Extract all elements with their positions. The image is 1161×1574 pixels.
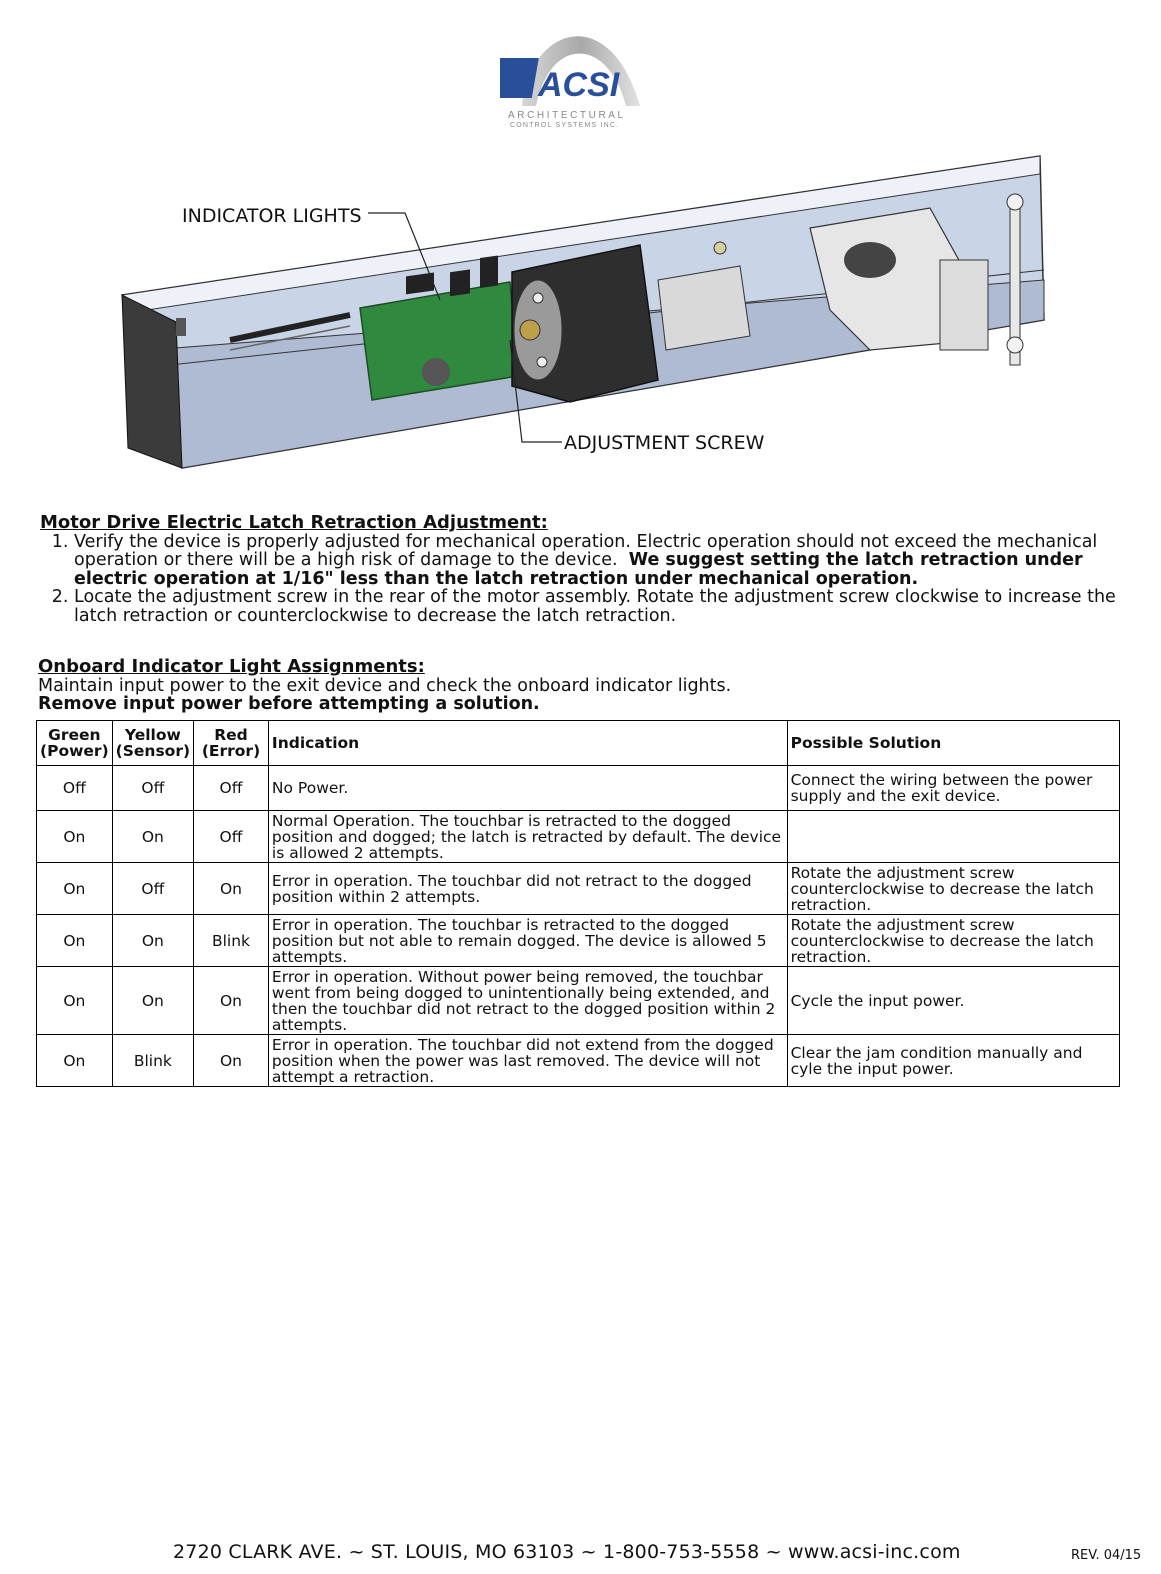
indicator-intro: Maintain input power to the exit device and check the onboard indicator lights.	[38, 675, 732, 696]
cell-red: Off	[194, 766, 269, 811]
table-row	[37, 766, 1120, 811]
header-yellow: Yellow (Sensor)	[112, 721, 193, 766]
cell-green: On	[37, 1035, 113, 1087]
step-1	[74, 533, 1128, 589]
cell-indication: Error in operation. Without power being removed, the touchbar went from being dogged to unintentionally being extended, and then the touchbar did not retract to the dogged position within 2 attempts.	[268, 967, 787, 1035]
table-row	[37, 811, 1120, 863]
adjustment-steps	[38, 533, 1128, 626]
cell-green: On	[37, 863, 113, 915]
cell-indication: No Power.	[268, 766, 787, 811]
cell-red: On	[194, 1035, 269, 1087]
indicator-table	[36, 720, 1120, 1087]
logo-brand: ACSI	[538, 66, 620, 104]
cell-red: Off	[194, 811, 269, 863]
step-1-text: Verify the device is properly adjusted for mechanical operation. Electric operation should not exceed the mechanical operation or there will be a high risk of damage to the device.	[74, 531, 1098, 570]
cell-solution	[787, 811, 1119, 863]
logo-line1: ARCHITECTURAL	[508, 110, 626, 121]
header-solution: Possible Solution	[787, 721, 1119, 766]
cell-solution: Cycle the input power.	[787, 967, 1119, 1035]
cell-yellow: Blink	[112, 1035, 193, 1087]
cell-solution: Rotate the adjustment screw counterclockwise to decrease the latch retraction.	[787, 863, 1119, 915]
cell-yellow: On	[112, 967, 193, 1035]
table-row	[37, 863, 1120, 915]
cell-indication: Error in operation. The touchbar did not extend from the dogged position when the power was last removed. The device will not attempt a retraction.	[268, 1035, 787, 1087]
cell-green: On	[37, 967, 113, 1035]
cell-red: On	[194, 863, 269, 915]
cell-red: On	[194, 967, 269, 1035]
company-logo	[500, 6, 660, 130]
indicator-section	[38, 658, 1128, 714]
indicator-heading: Onboard Indicator Light Assignments:	[38, 656, 425, 677]
step-2	[74, 588, 1128, 625]
cell-indication: Error in operation. The touchbar is retracted to the dogged position but not able to remain dogged. The device is allowed 5 attempts.	[268, 915, 787, 967]
cell-red: Blink	[194, 915, 269, 967]
cell-indication: Normal Operation. The touchbar is retracted to the dogged position and dogged; the latch is retracted by default. The device is allowed 2 attempts.	[268, 811, 787, 863]
cell-yellow: Off	[112, 766, 193, 811]
cell-solution: Rotate the adjustment screw counterclockwise to decrease the latch retraction.	[787, 915, 1119, 967]
header-green: Green (Power)	[37, 721, 113, 766]
header-red: Red (Error)	[194, 721, 269, 766]
table-row	[37, 915, 1120, 967]
logo-line2: CONTROL SYSTEMS INC.	[510, 122, 620, 129]
table-row	[37, 967, 1120, 1035]
cell-indication: Error in operation. The touchbar did not retract to the dogged position within 2 attempts.	[268, 863, 787, 915]
header-indication: Indication	[268, 721, 787, 766]
cell-yellow: On	[112, 915, 193, 967]
adjustment-section	[38, 514, 1128, 625]
cell-green: On	[37, 811, 113, 863]
cell-yellow: On	[112, 811, 193, 863]
acsi-arch-logo-icon	[500, 6, 660, 130]
step-2-text: Locate the adjustment screw in the rear of the motor assembly. Rotate the adjustment screw clockwise to increase the latch retraction or counterclockwise to decrease the latch retraction.	[74, 587, 1116, 626]
latch-assembly-illustration	[110, 150, 1060, 480]
table-header-row	[37, 721, 1120, 766]
footer-address: 2720 CLARK AVE. ~ ST. LOUIS, MO 63103 ~ 1-800-753-5558 ~ www.acsi-inc.com	[173, 1541, 961, 1563]
cell-solution: Connect the wiring between the power supply and the exit device.	[787, 766, 1119, 811]
indicator-warning: Remove input power before attempting a solution.	[38, 694, 540, 714]
table-row	[37, 1035, 1120, 1087]
callout-indicator-lights: INDICATOR LIGHTS	[182, 205, 362, 227]
step-1-emphasis: We suggest setting the latch retraction under electric operation at 1/16" less than the latch retraction under mechanical operation.	[74, 550, 1083, 589]
cell-green: On	[37, 915, 113, 967]
cell-solution: Clear the jam condition manually and cyle the input power.	[787, 1035, 1119, 1087]
adjustment-heading: Motor Drive Electric Latch Retraction Adjustment:	[40, 512, 548, 533]
revision-label: REV. 04/15	[1071, 1548, 1142, 1563]
callout-adjustment-screw: ADJUSTMENT SCREW	[564, 432, 765, 454]
cell-green: Off	[37, 766, 113, 811]
cell-yellow: Off	[112, 863, 193, 915]
